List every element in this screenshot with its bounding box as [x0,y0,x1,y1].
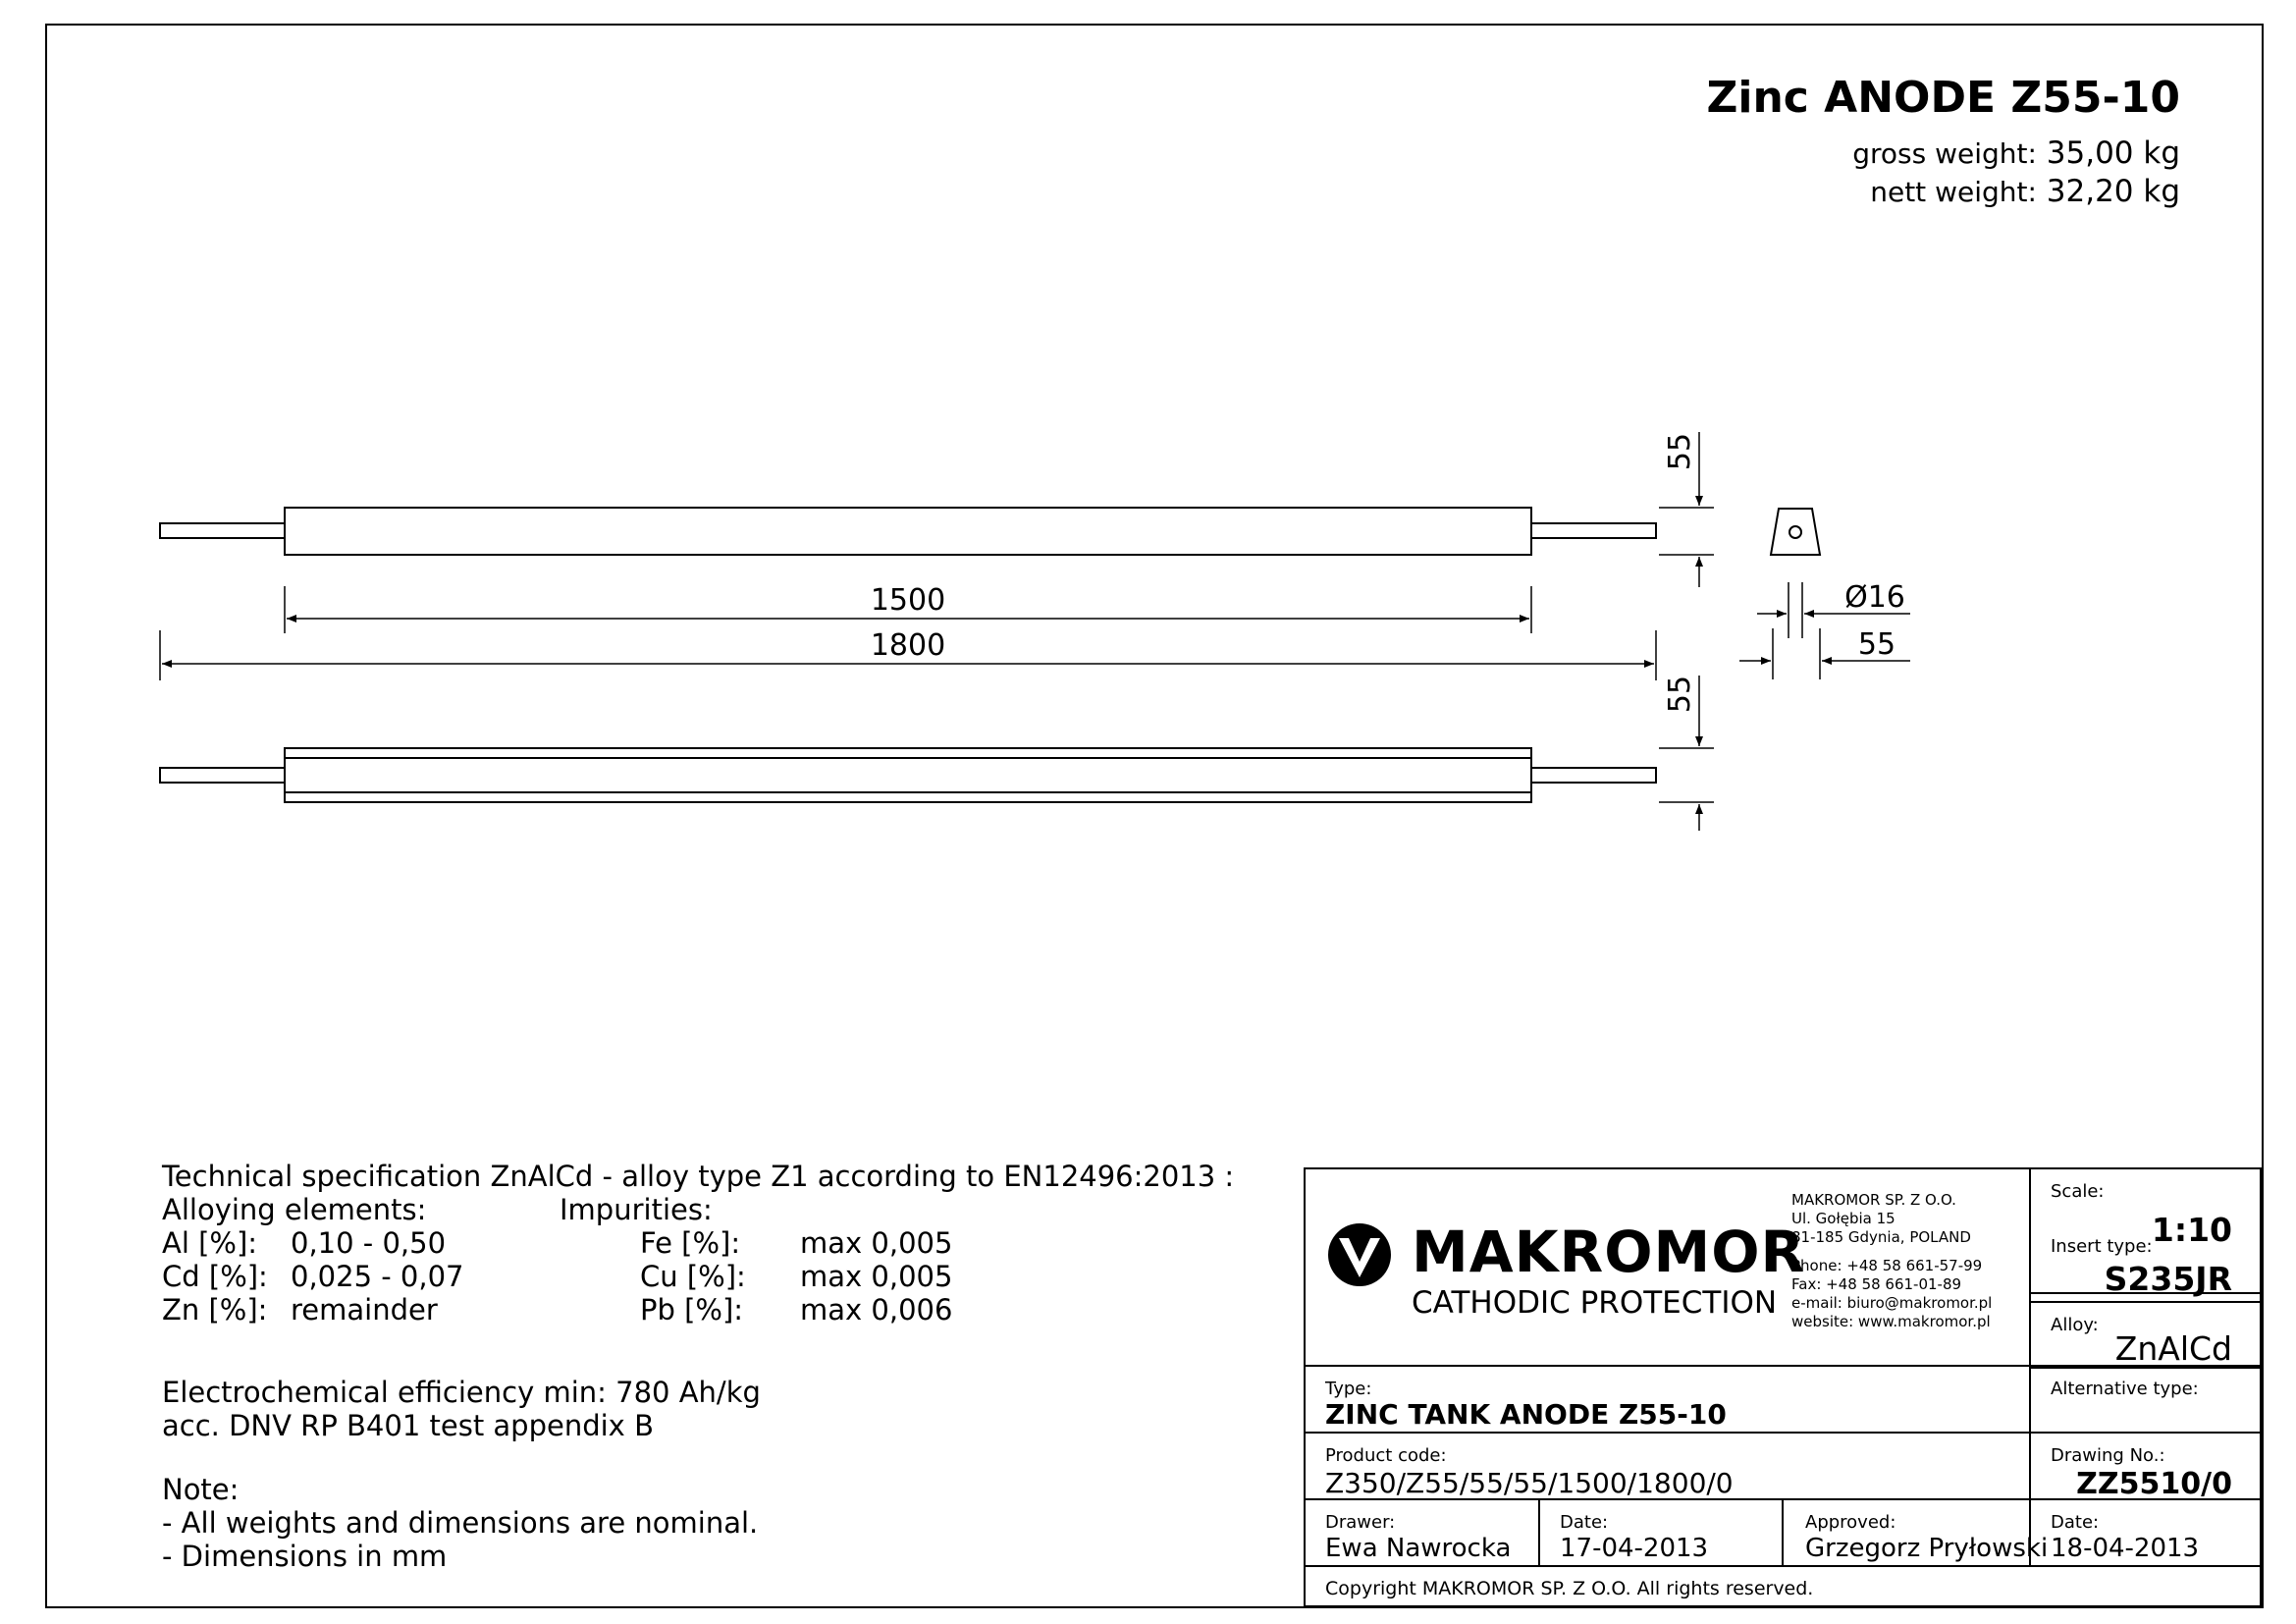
impurity-val: max 0,005 [800,1226,953,1260]
type-value: ZINC TANK ANODE Z55-10 [1325,1398,1727,1431]
gross-weight [1852,135,2180,171]
product-code-cell [1304,1432,2031,1500]
insert-type-value: S235JR [2104,1260,2232,1298]
date-approved-cell [2029,1498,2262,1567]
drawing-number-label: Drawing No.: [2051,1445,2165,1466]
alloying-el: Al [%]: [162,1226,258,1260]
efficiency-line-2: acc. DNV RP B401 test appendix B [162,1409,654,1442]
nett-weight [1870,174,2180,209]
product-code-value: Z350/Z55/55/55/1500/1800/0 [1325,1467,1734,1499]
company-address [1791,1191,1992,1331]
drawing-number-cell [2029,1432,2262,1500]
date-drawn-cell [1538,1498,1784,1567]
spec-heading: Technical specification ZnAlCd - alloy type Z1 according to EN12496:2013 : [162,1160,1235,1193]
drawer-cell [1304,1498,1540,1567]
company-cell [1304,1167,2031,1367]
alternative-type-cell [2029,1365,2262,1434]
company-name: MAKROMOR [1412,1218,1806,1285]
address-line: Ul. Gołębia 15 [1791,1210,1896,1227]
impurity-el: Pb [%]: [640,1293,744,1326]
impurity-val: max 0,005 [800,1260,953,1293]
note-2: - Dimensions in mm [162,1540,448,1573]
dim-section-width-text: 55 [1857,627,1896,662]
address-line: Fax: +48 58 661-01-89 [1791,1275,1962,1293]
gross-weight-label: gross weight: [1852,137,2037,170]
drawing-number-value: ZZ5510/0 [2076,1467,2232,1501]
alloying-val: remainder [291,1293,438,1326]
nett-weight-label: nett weight: [1870,176,2037,208]
address-line: e-mail: biuro@makromor.pl [1791,1294,1993,1312]
product-code-label: Product code: [1325,1445,1447,1466]
address-line: Phone: +48 58 661-57-99 [1791,1257,1983,1274]
alternative-type-label: Alternative type: [2051,1379,2199,1399]
anode-top-view [160,508,1656,555]
dim-core-diameter-text: Ø16 [1844,580,1905,615]
alloy-value: ZnAlCd [2114,1329,2232,1368]
type-label: Type: [1325,1379,1372,1399]
date-approved-value: 18-04-2013 [2051,1534,2200,1563]
alloying-val: 0,10 - 0,50 [291,1226,447,1260]
efficiency-line-1: Electrochemical efficiency min: 780 Ah/kg [162,1376,761,1409]
impurity-val: max 0,006 [800,1293,953,1326]
address-line: MAKROMOR SP. Z O.O. [1791,1191,1956,1209]
note-1: - All weights and dimensions are nominal. [162,1506,759,1540]
scale-value: 1:10 [2151,1211,2232,1249]
insert-type-cell [2029,1234,2262,1303]
date-approved-label: Date: [2051,1512,2100,1533]
dim-body-length-text: 1500 [870,583,946,618]
dim-height-top-text: 55 [1663,432,1697,471]
copyright-text: Copyright MAKROMOR SP. Z O.O. All rights reserved. [1325,1578,1814,1599]
impurities-heading: Impurities: [560,1193,713,1226]
approved-cell [1782,1498,2049,1567]
alloying-heading: Alloying elements: [162,1193,427,1226]
date-drawn-value: 17-04-2013 [1560,1534,1709,1563]
impurity-el: Cu [%]: [640,1260,746,1293]
alloying-val: 0,025 - 0,07 [291,1260,464,1293]
impurity-el: Fe [%]: [640,1226,741,1260]
nett-weight-value: 32,20 kg [2046,174,2180,209]
gross-weight-value: 35,00 kg [2046,135,2180,171]
dim-height-bottom-text: 55 [1663,675,1697,714]
drawing-title: Zinc ANODE Z55-10 [1706,73,2180,123]
alloying-el: Cd [%]: [162,1260,268,1293]
copyright-cell [1304,1565,2262,1607]
alloy-cell [2029,1301,2262,1369]
alloy-label: Alloy: [2051,1315,2099,1335]
approved-value: Grzegorz Pryłowski [1805,1534,2049,1563]
anode-cross-section [1771,509,1820,555]
anode-side-view [160,748,1656,802]
dim-total-length-text: 1800 [870,628,946,663]
note-heading: Note: [162,1473,240,1506]
approved-label: Approved: [1805,1512,1896,1533]
company-subtitle: CATHODIC PROTECTION [1412,1285,1778,1321]
scale-label: Scale: [2051,1181,2105,1202]
type-cell [1304,1365,2031,1434]
alloying-el: Zn [%]: [162,1293,268,1326]
drawer-label: Drawer: [1325,1512,1396,1533]
drawer-value: Ewa Nawrocka [1325,1534,1512,1563]
address-line: 81-185 Gdynia, POLAND [1791,1228,1971,1246]
makromor-logo-icon [1325,1220,1394,1289]
date-drawn-label: Date: [1560,1512,1609,1533]
insert-type-label: Insert type: [2051,1236,2153,1257]
address-line: website: www.makromor.pl [1791,1313,1991,1330]
